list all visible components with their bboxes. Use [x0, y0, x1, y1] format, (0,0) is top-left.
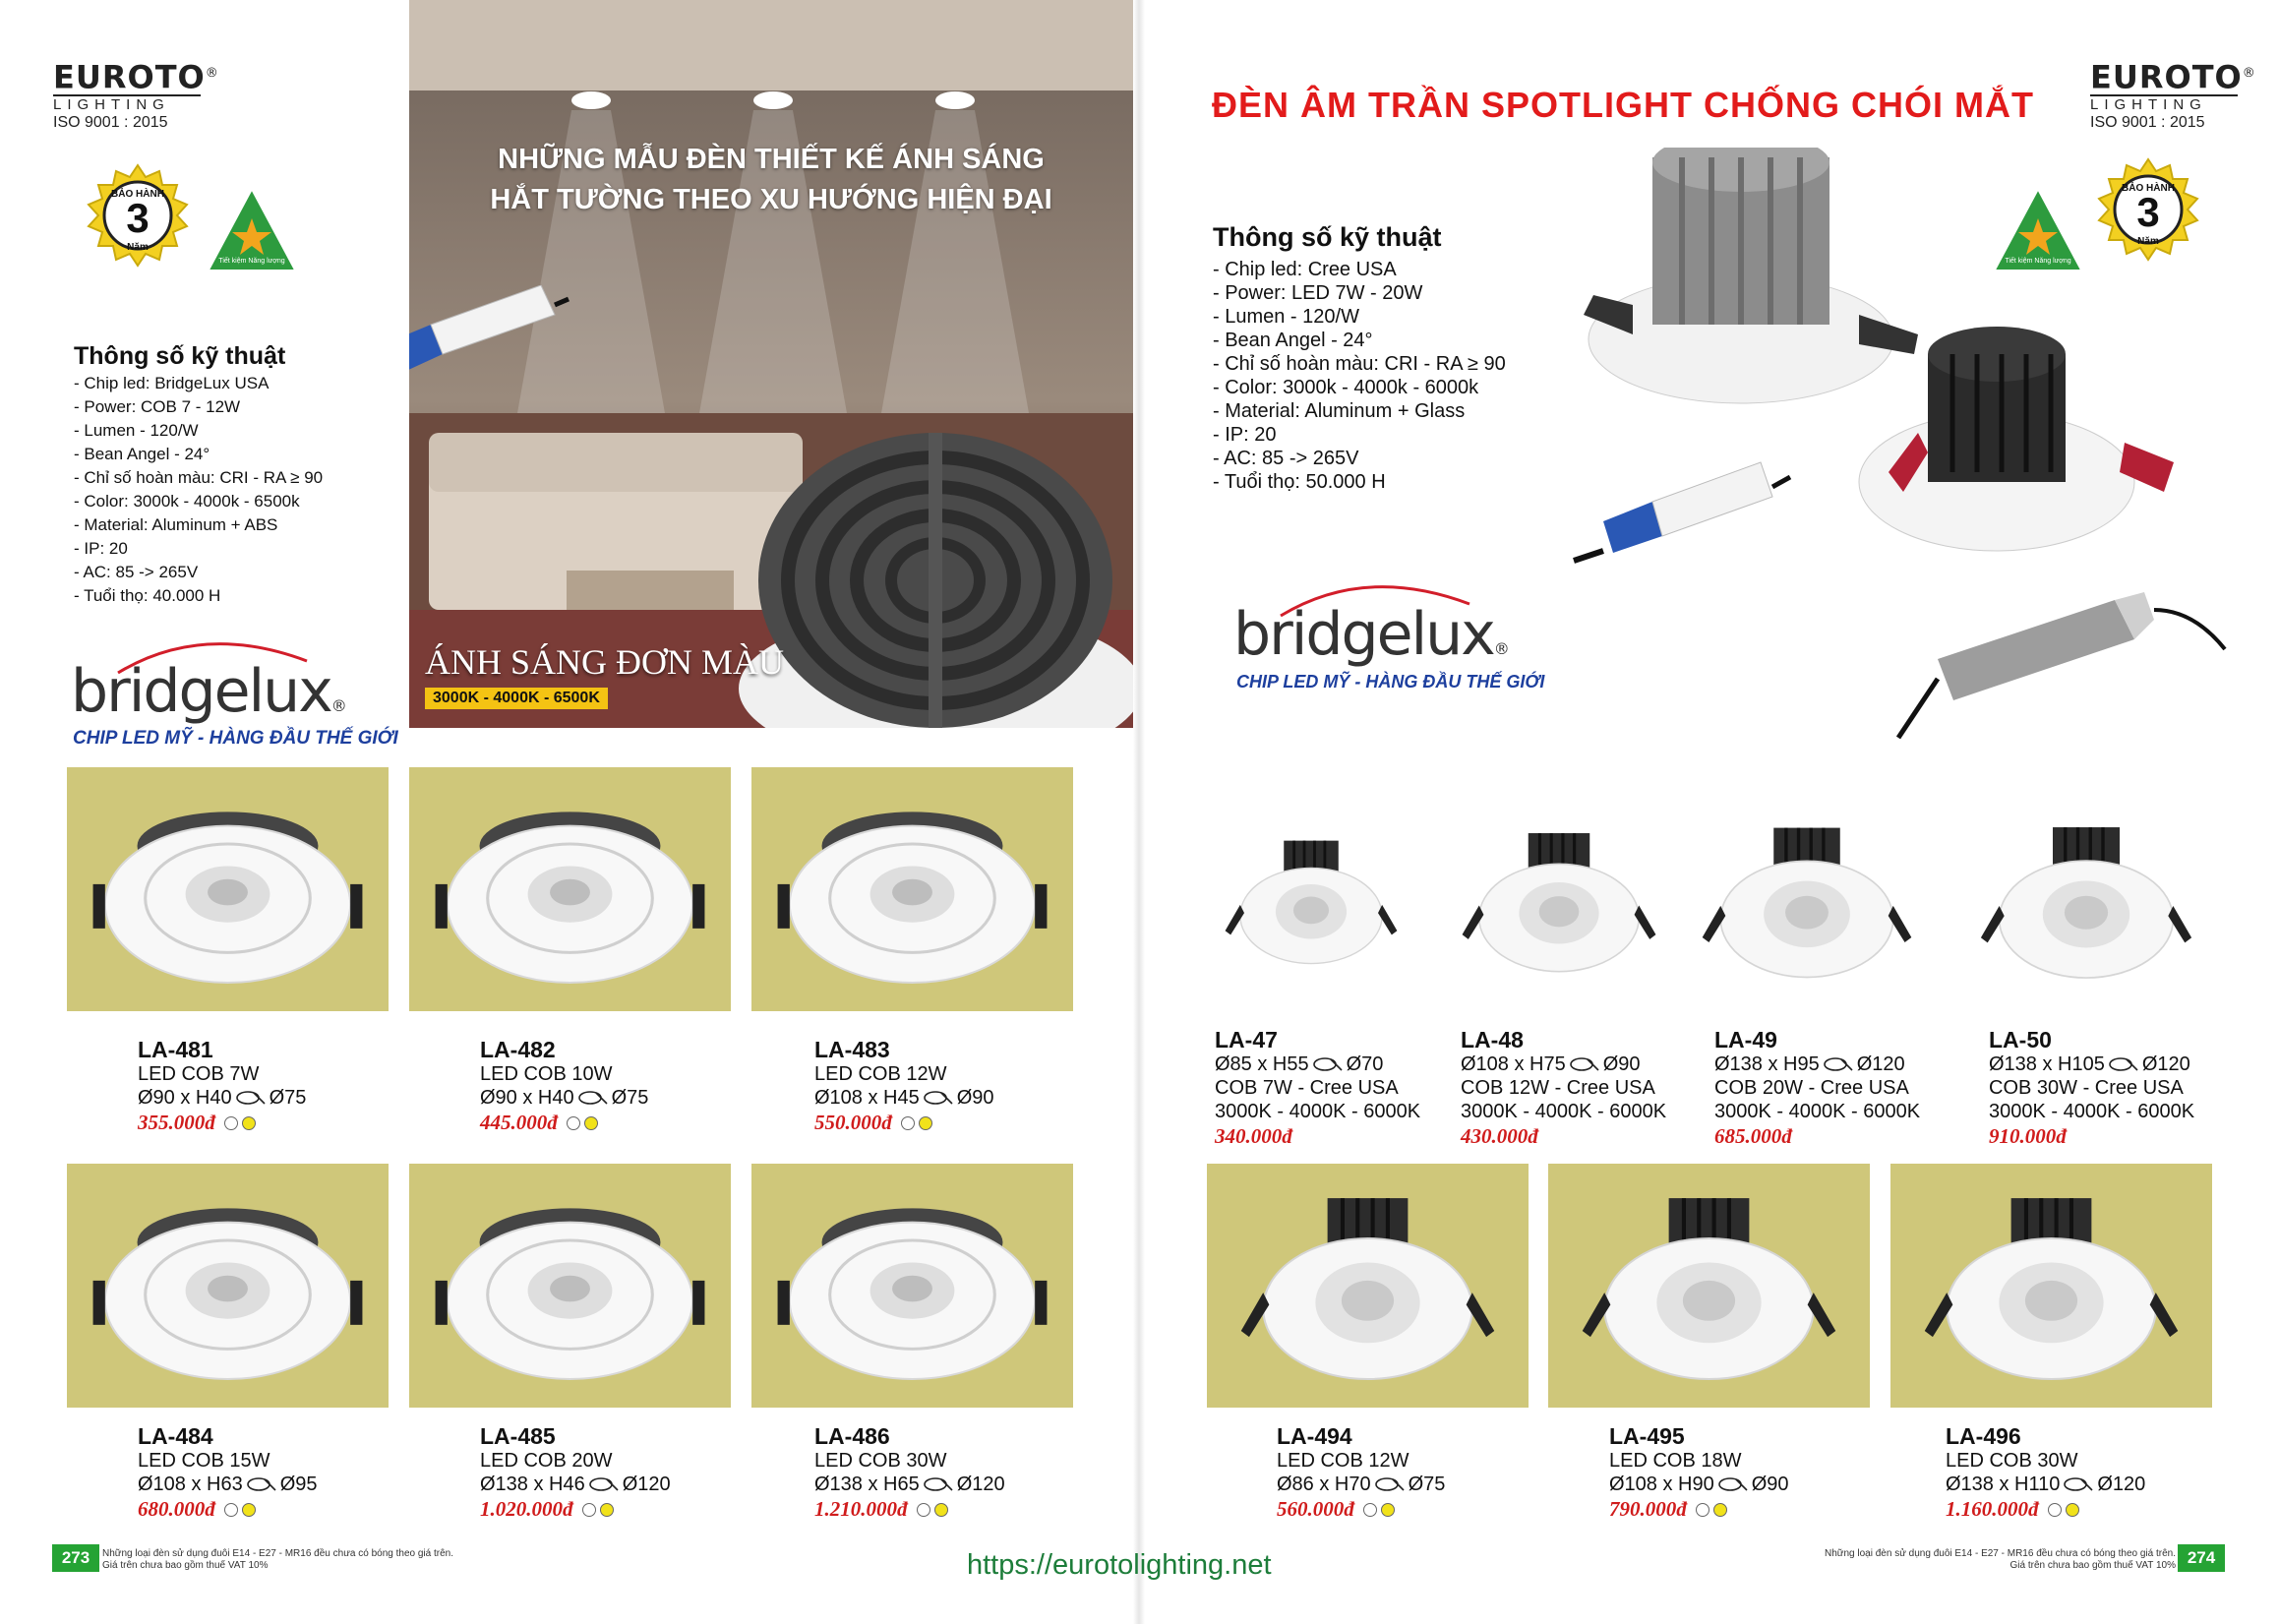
spec-item: - AC: 85 -> 265V	[74, 563, 199, 581]
product-code: LA-484	[138, 1423, 213, 1449]
product-temps: 3000K - 4000K - 6000K	[1989, 1101, 2195, 1122]
spec-item: - Tuổi thọ: 40.000 H	[74, 586, 221, 605]
product-size: Ø90 x H40 Ø75	[480, 1087, 649, 1109]
product-desc: LED COB 18W	[1609, 1450, 1742, 1472]
color-option-warm[interactable]	[2066, 1503, 2079, 1517]
product-size: Ø138 x H46 Ø120	[480, 1474, 671, 1495]
color-option-warm[interactable]	[600, 1503, 614, 1517]
product-code: LA-481	[138, 1037, 213, 1062]
product-temps: 3000K - 4000K - 6000K	[1215, 1101, 1421, 1122]
hero-caption: ÁNH SÁNG ĐƠN MÀU	[425, 642, 785, 682]
bridgelux-logo-right: bridgelux®	[1233, 600, 1508, 669]
product-desc: COB 12W - Cree USA	[1461, 1077, 1655, 1099]
product-size: Ø108 x H45 Ø90	[814, 1087, 994, 1109]
color-option-white[interactable]	[224, 1503, 238, 1517]
hero-photo	[409, 0, 1133, 728]
color-option-warm[interactable]	[584, 1116, 598, 1130]
spec-item: - Material: Aluminum + Glass	[1213, 400, 1466, 422]
cutout-icon	[2064, 1476, 2093, 1492]
product-code: LA-485	[480, 1423, 556, 1449]
product-image	[1202, 787, 1420, 1013]
page-number-right: 274	[2178, 1544, 2225, 1572]
color-option-warm[interactable]	[919, 1116, 932, 1130]
product-desc: LED COB 7W	[138, 1063, 260, 1085]
product-info	[1215, 1027, 1420, 1149]
product-price: 1.210.000đ	[814, 1496, 1005, 1522]
product-image	[409, 767, 731, 1011]
product-image	[1207, 1164, 1529, 1408]
right-chip-tagline: CHIP LED MỸ - HÀNG ĐẦU THẾ GIỚI	[1236, 672, 1545, 692]
color-option-white[interactable]	[582, 1503, 596, 1517]
product-price: 340.000đ	[1215, 1124, 1292, 1148]
energy-saving-badge-icon: Tiết kiệm Năng lượng	[203, 183, 301, 277]
iso-label: ISO 9001 : 2015	[53, 113, 168, 131]
product-size: Ø108 x H75 Ø90	[1461, 1053, 1641, 1075]
energy-saving-badge-icon: Tiết kiệm Năng lượng	[1989, 183, 2087, 277]
product-price: 560.000đ	[1277, 1496, 1445, 1522]
product-size: Ø138 x H95 Ø120	[1714, 1053, 1905, 1075]
website-link[interactable]: https://eurotolighting.net	[967, 1549, 1272, 1581]
cutout-icon	[247, 1476, 276, 1492]
right-footnote: Những loại đèn sử dụng đuôi E14 - E27 - MR16 đều chưa có bóng theo giá trên. Giá trên chưa bao gồm thuế VAT 10%	[1825, 1548, 2176, 1571]
spec-item: - Bean Angel - 24°	[1213, 330, 1373, 351]
color-option-warm[interactable]	[934, 1503, 948, 1517]
color-option-white[interactable]	[1363, 1503, 1377, 1517]
product-image	[1890, 1164, 2212, 1408]
spec-item: - Lumen - 120/W	[1213, 306, 1359, 328]
spec-item: - Chip led: BridgeLux USA	[74, 374, 270, 392]
spec-item: - Chỉ số hoàn màu: CRI - RA ≥ 90	[74, 468, 324, 487]
cutout-icon	[1313, 1056, 1343, 1072]
cutout-icon	[1570, 1056, 1599, 1072]
product-code: LA-486	[814, 1423, 890, 1449]
left-footnote: Những loại đèn sử dụng đuôi E14 - E27 - MR16 đều chưa có bóng theo giá trên. Giá trên chưa bao gồm thuế VAT 10%	[102, 1548, 453, 1571]
spec-item: - IP: 20	[74, 539, 128, 558]
product-desc: COB 20W - Cree USA	[1714, 1077, 1909, 1099]
product-size: Ø108 x H63 Ø95	[138, 1474, 318, 1495]
brand-sub: LIGHTING	[53, 94, 201, 114]
spec-item: - IP: 20	[1213, 424, 1277, 446]
spec-item: - Power: LED 7W - 20W	[1213, 282, 1423, 304]
color-option-white[interactable]	[2048, 1503, 2062, 1517]
product-desc: LED COB 20W	[480, 1450, 613, 1472]
brand-name: EUROTO	[53, 58, 206, 96]
spec-item: - Color: 3000k - 4000k - 6000k	[1213, 377, 1479, 398]
product-image	[67, 1164, 389, 1408]
color-option-white[interactable]	[917, 1503, 930, 1517]
left-chip-tagline: CHIP LED MỸ - HÀNG ĐẦU THẾ GIỚI	[73, 728, 398, 749]
spec-item: - Material: Aluminum + ABS	[74, 515, 278, 534]
product-price: 445.000đ	[480, 1110, 648, 1135]
warranty-badge-icon: BẢO HÀNH 3 Năm	[2093, 157, 2203, 268]
product-price: 1.160.000đ	[1946, 1496, 2145, 1522]
color-option-warm[interactable]	[242, 1503, 256, 1517]
product-size: Ø108 x H90 Ø90	[1609, 1474, 1789, 1495]
product-desc: LED COB 12W	[1277, 1450, 1409, 1472]
product-info	[1989, 1027, 2194, 1149]
product-image	[1674, 787, 1940, 1013]
color-option-warm[interactable]	[1713, 1503, 1727, 1517]
cutout-icon	[1718, 1476, 1748, 1492]
product-price: 685.000đ	[1714, 1124, 1792, 1148]
spec-item: - Power: COB 7 - 12W	[74, 397, 241, 416]
left-specs-list	[74, 372, 323, 608]
spotlight-product-images	[1564, 148, 2233, 757]
product-image	[751, 1164, 1073, 1408]
product-price: 1.020.000đ	[480, 1496, 671, 1522]
product-info	[138, 1037, 306, 1135]
cutout-icon	[236, 1090, 266, 1106]
product-desc: LED COB 30W	[814, 1450, 947, 1472]
brand-logo-right: EUROTO® LIGHTING ISO 9001 : 2015	[2090, 58, 2256, 131]
product-image	[409, 1164, 731, 1408]
product-size: Ø138 x H110 Ø120	[1946, 1474, 2146, 1495]
product-price: 680.000đ	[138, 1496, 318, 1522]
brand-logo-left: EUROTO® LIGHTING ISO 9001 : 2015	[53, 58, 219, 131]
product-code: LA-49	[1714, 1027, 1777, 1053]
product-desc: COB 7W - Cree USA	[1215, 1077, 1399, 1099]
product-code: LA-494	[1277, 1423, 1352, 1449]
product-image	[1548, 1164, 1870, 1408]
product-info	[138, 1423, 318, 1522]
led-driver-image	[409, 285, 570, 403]
color-option-white[interactable]	[224, 1116, 238, 1130]
cutout-icon	[589, 1476, 619, 1492]
page-gutter	[1133, 0, 1145, 1624]
product-code: LA-483	[814, 1037, 890, 1062]
heatsink-closeup-image	[724, 433, 1133, 728]
product-desc: LED COB 10W	[480, 1063, 613, 1085]
spec-item: - AC: 85 -> 265V	[1213, 448, 1359, 469]
cutout-icon	[578, 1090, 608, 1106]
product-code: LA-496	[1946, 1423, 2021, 1449]
page-number-left: 273	[52, 1544, 99, 1572]
left-specs-title: Thông số kỹ thuật	[74, 342, 286, 370]
product-code: LA-47	[1215, 1027, 1278, 1053]
product-size: Ø90 x H40 Ø75	[138, 1087, 307, 1109]
product-info	[814, 1423, 1005, 1522]
color-option-white[interactable]	[567, 1116, 580, 1130]
product-temps: 3000K - 4000K - 6000K	[1461, 1101, 1667, 1122]
bridgelux-logo-left: bridgelux®	[71, 657, 345, 726]
color-option-warm[interactable]	[242, 1116, 256, 1130]
product-info	[1277, 1423, 1445, 1522]
product-image	[67, 767, 389, 1011]
cutout-icon	[1375, 1476, 1405, 1492]
product-size: Ø138 x H105 Ø120	[1989, 1053, 2190, 1075]
spec-item: - Bean Angel - 24°	[74, 445, 210, 463]
section-title: ĐÈN ÂM TRẦN SPOTLIGHT CHỐNG CHÓI MẮT	[1212, 85, 2034, 125]
product-info	[1461, 1027, 1666, 1149]
product-price: 550.000đ	[814, 1110, 994, 1135]
color-option-warm[interactable]	[1381, 1503, 1395, 1517]
product-info	[1946, 1423, 2145, 1522]
product-desc: COB 30W - Cree USA	[1989, 1077, 2184, 1099]
product-size: Ø138 x H65 Ø120	[814, 1474, 1005, 1495]
product-temps: 3000K - 4000K - 6000K	[1714, 1101, 1921, 1122]
product-image	[1436, 787, 1682, 1013]
spec-item: - Color: 3000k - 4000k - 6500k	[74, 492, 300, 511]
product-code: LA-48	[1461, 1027, 1524, 1053]
right-specs-title: Thông số kỹ thuật	[1213, 222, 1442, 252]
cutout-icon	[924, 1476, 953, 1492]
product-desc: LED COB 15W	[138, 1450, 270, 1472]
spec-item: - Chỉ số hoàn màu: CRI - RA ≥ 90	[1213, 353, 1506, 375]
color-option-white[interactable]	[1696, 1503, 1709, 1517]
spec-item: - Tuổi thọ: 50.000 H	[1213, 471, 1386, 493]
spec-item: - Chip led: Cree USA	[1213, 259, 1397, 280]
spec-item: - Lumen - 120/W	[74, 421, 199, 440]
product-info	[1714, 1027, 1920, 1149]
product-size: Ø86 x H70 Ø75	[1277, 1474, 1446, 1495]
product-size: Ø85 x H55 Ø70	[1215, 1053, 1384, 1075]
cutout-icon	[2109, 1056, 2138, 1072]
product-desc: LED COB 30W	[1946, 1450, 2078, 1472]
right-specs-list	[1213, 258, 1506, 494]
hero-temps-badge: 3000K - 4000K - 6500K	[425, 688, 608, 709]
product-code: LA-482	[480, 1037, 556, 1062]
product-info	[480, 1037, 648, 1135]
product-code: LA-495	[1609, 1423, 1685, 1449]
hero-title: NHỮNG MẪU ĐÈN THIẾT KẾ ÁNH SÁNG HẮT TƯỜNG THEO XU HƯỚNG HIỆN ĐẠI	[490, 144, 1052, 215]
product-price: 355.000đ	[138, 1110, 306, 1135]
product-price: 910.000đ	[1989, 1124, 2067, 1148]
product-info	[1609, 1423, 1789, 1522]
product-image	[751, 767, 1073, 1011]
product-image	[1952, 787, 2220, 1013]
product-price: 790.000đ	[1609, 1496, 1789, 1522]
color-option-white[interactable]	[901, 1116, 915, 1130]
product-price: 430.000đ	[1461, 1124, 1538, 1148]
product-desc: LED COB 12W	[814, 1063, 947, 1085]
cutout-icon	[924, 1090, 953, 1106]
product-code: LA-50	[1989, 1027, 2052, 1053]
product-info	[480, 1423, 671, 1522]
product-info	[814, 1037, 994, 1135]
warranty-badge-icon: BẢO HÀNH 3 Năm	[83, 163, 193, 273]
cutout-icon	[1824, 1056, 1853, 1072]
